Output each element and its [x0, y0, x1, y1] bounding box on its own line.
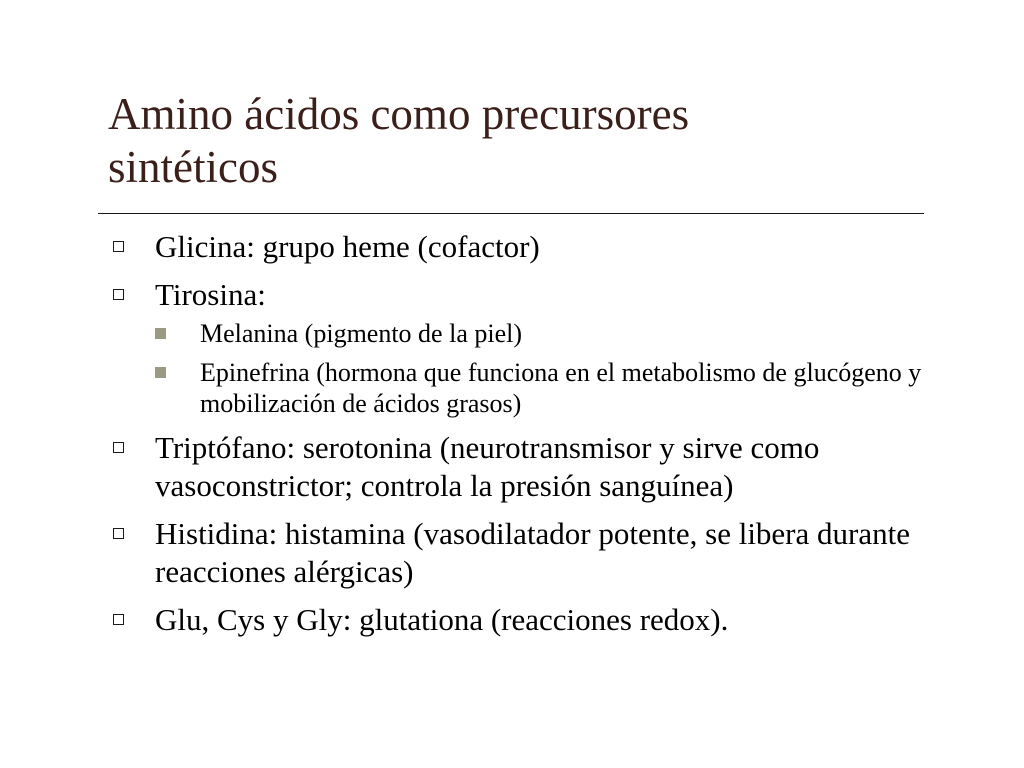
title-divider — [98, 213, 924, 214]
sub-bullet-text: Melanina (pigmento de la piel) — [200, 319, 523, 348]
bullet-list — [108, 228, 928, 649]
sub-bullet-list — [108, 318, 928, 419]
slide-title-line-2: sintéticos — [108, 142, 278, 192]
bullet-text: Glu, Cys y Gly: glutationa (reacciones redox). — [155, 602, 729, 637]
hollow-square-bullet-icon — [113, 241, 124, 252]
bullet-item-histidina — [108, 515, 928, 591]
sub-bullet-item-epinefrina — [108, 357, 928, 419]
slide-title-line-1: Amino ácidos como precursores — [108, 89, 690, 139]
filled-square-bullet-icon — [155, 328, 166, 339]
bullet-text: Glicina: grupo heme (cofactor) — [155, 229, 540, 264]
bullet-item-tirosina — [108, 276, 928, 314]
bullet-text: Triptófano: serotonina (neurotransmisor y sirve como vasoconstrictor; controla la presión sanguínea) — [155, 430, 820, 503]
sub-bullet-text: Epinefrina (hormona que funciona en el metabolismo de glucógeno y mobilización de ácidos grasos) — [200, 358, 922, 418]
hollow-square-bullet-icon — [113, 289, 124, 300]
hollow-square-bullet-icon — [113, 442, 124, 453]
bullet-text: Tirosina: — [155, 277, 266, 312]
hollow-square-bullet-icon — [113, 528, 124, 539]
filled-square-bullet-icon — [155, 367, 166, 378]
slide-title — [108, 88, 928, 194]
bullet-item-glicina — [108, 228, 928, 266]
sub-bullet-item-melanina — [108, 318, 928, 349]
bullet-item-triptofano — [108, 429, 928, 505]
bullet-text: Histidina: histamina (vasodilatador potente, se libera durante reacciones alérgicas) — [155, 516, 910, 589]
bullet-item-glutationa — [108, 601, 928, 639]
hollow-square-bullet-icon — [113, 614, 124, 625]
